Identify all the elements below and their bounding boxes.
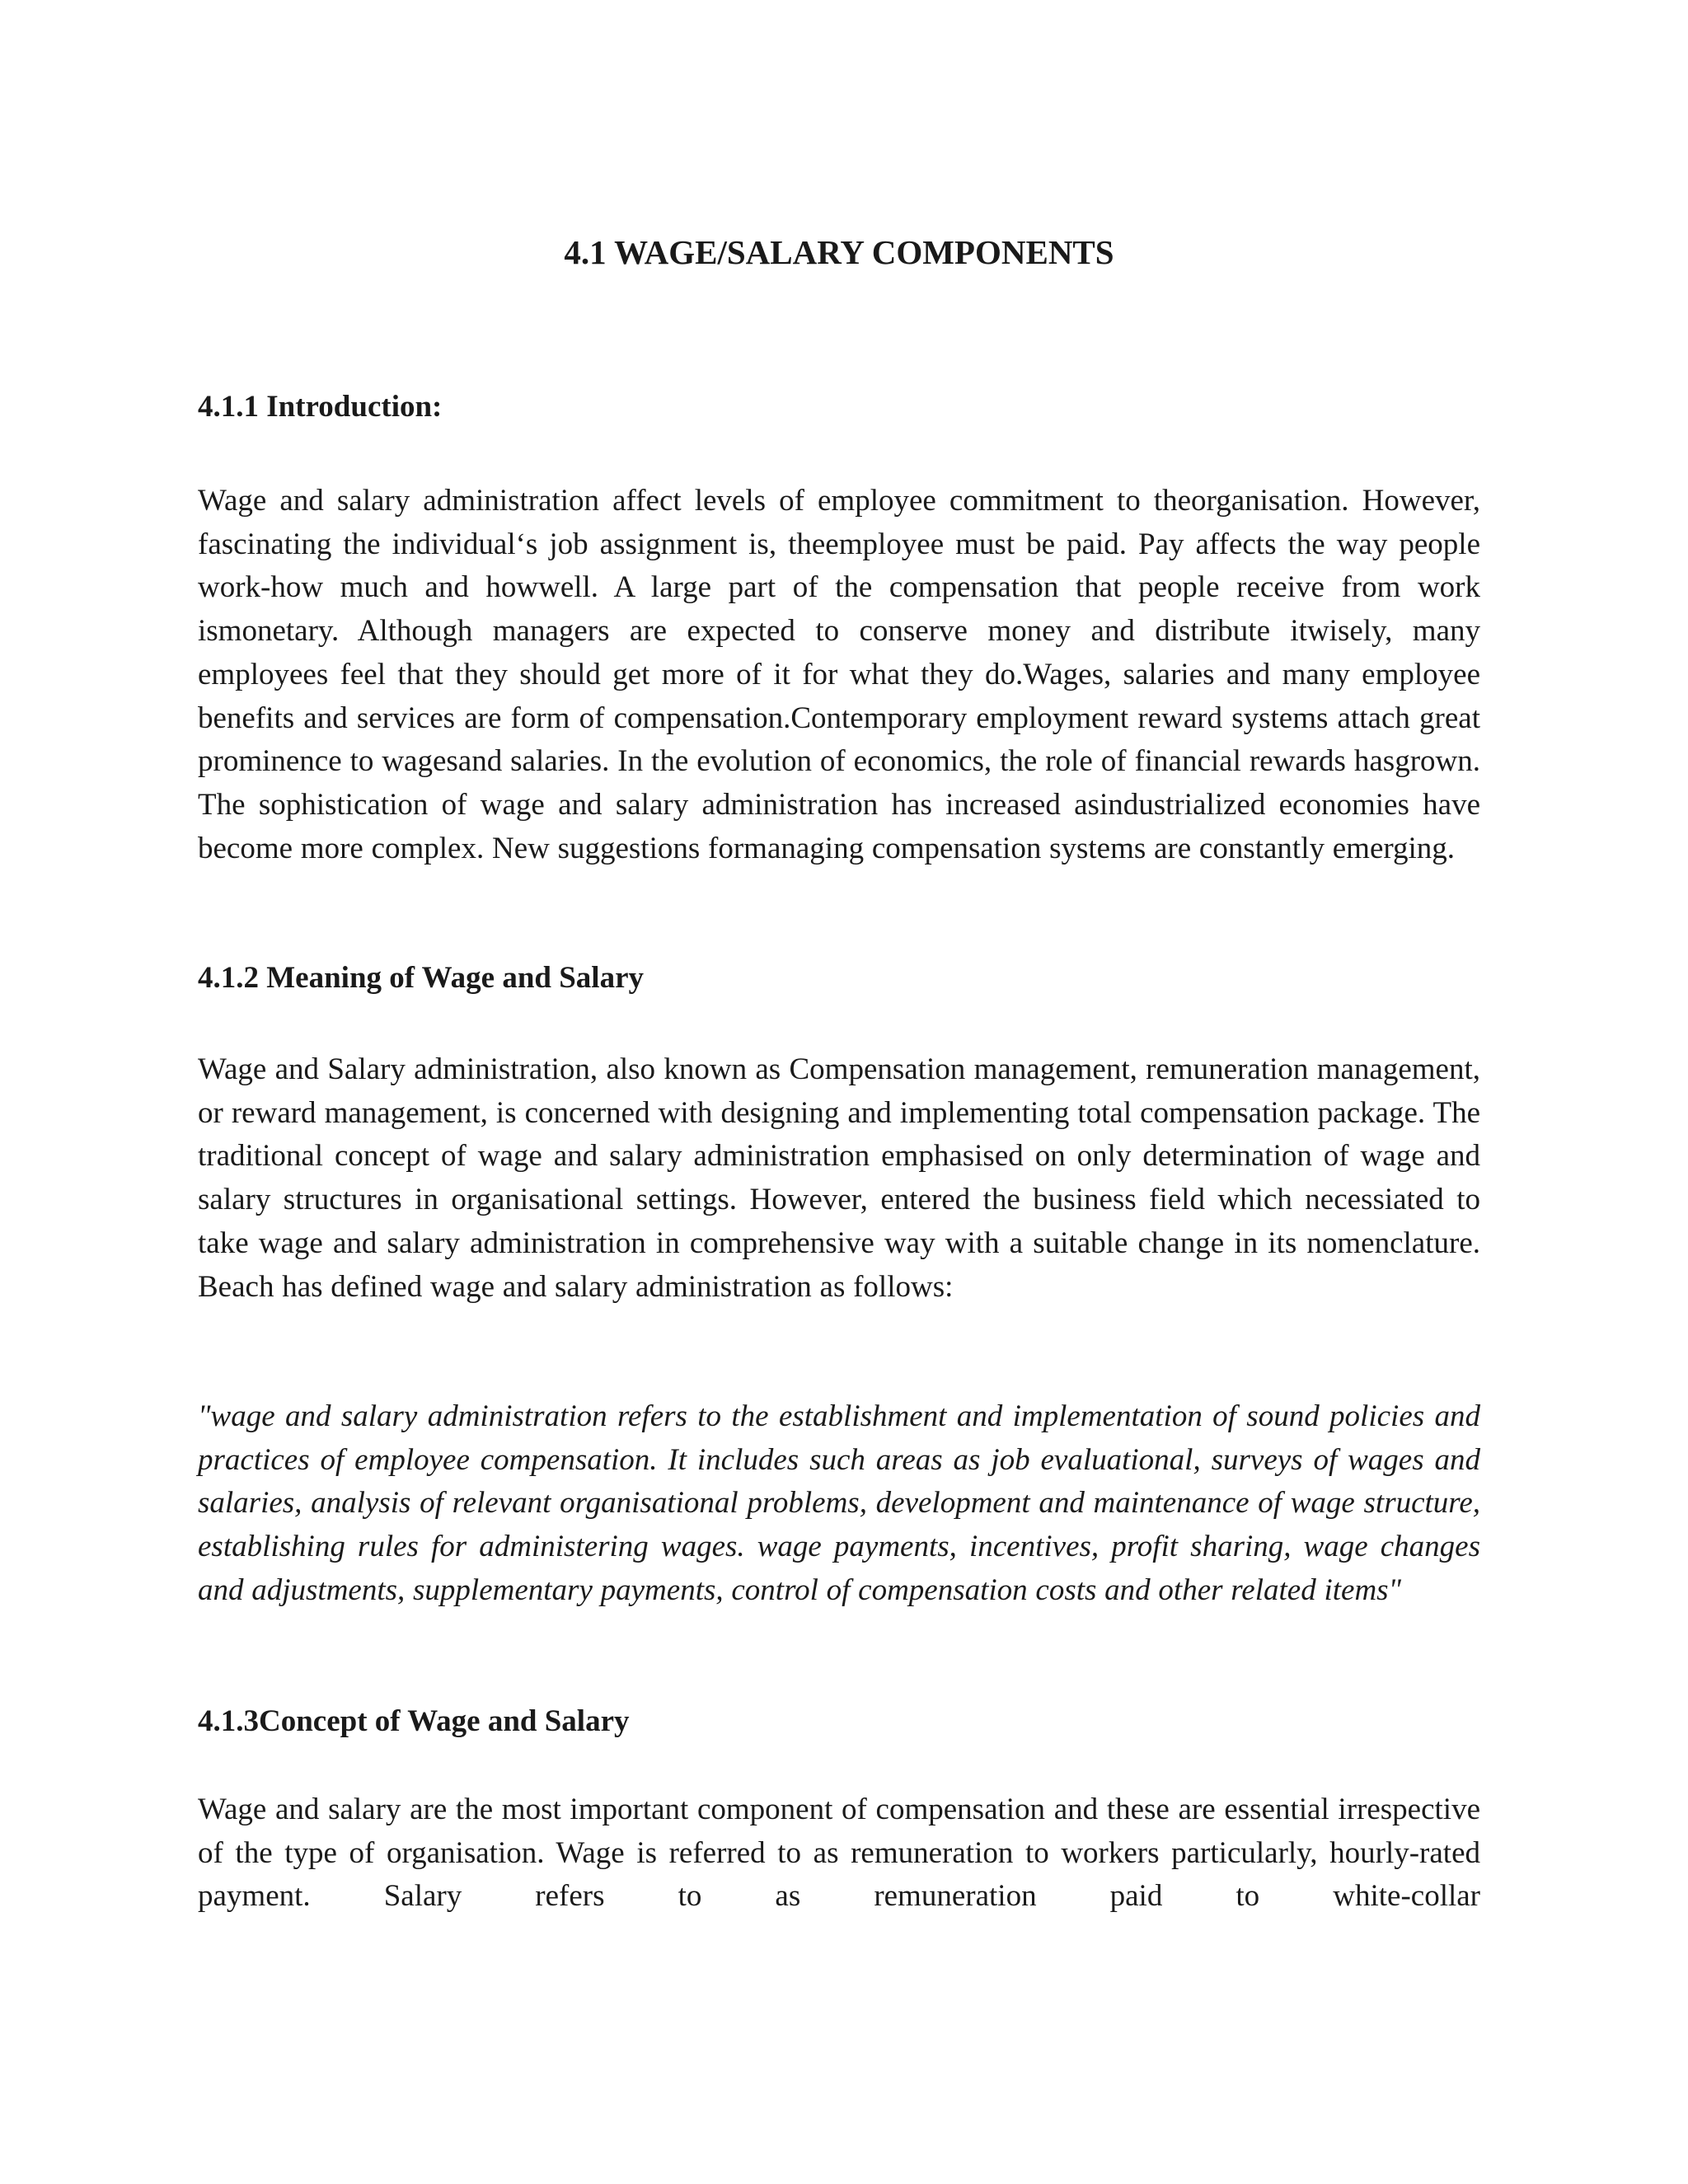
section-heading-introduction: 4.1.1 Introduction:: [198, 390, 443, 424]
document-page: [198, 0, 1480, 2184]
document-title: 4.1 WAGE/SALARY COMPONENTS: [564, 233, 1114, 271]
section-heading-concept: 4.1.3Concept of Wage and Salary: [198, 1704, 630, 1738]
section-paragraph-meaning: Wage and Salary administration, also known as Compensation management, remuneration management, or reward management, is concerned with designing and implementing total compensation package. The traditional concept of wage and salary administration emphasised on only determination of wage and salary structures in organisational settings. However, entered the business field which necessiated to take wage and salary administration in comprehensive way with a suitable change in its nomenclature. Beach has defined wage and salary administration as follows:: [198, 1052, 1480, 1304]
section-paragraph-introduction: Wage and salary administration affect levels of employee commitment to theorganisation. However, fascinating the individual‘s job assignment is, theemployee must be paid. Pay affects the way people work-how much and howwell. A large part of the compensation that people receive from work ismonetary. Although managers are expected to conserve money and distribute itwisely, many employees feel that they should get more of it for what they do.Wages, salaries and many employee benefits and services are form of compensation.Contemporary employment reward systems attach great prominence to wagesand salaries. In the evolution of economics, the role of financial rewards hasgrown. The sophistication of wage and salary administration has increased asindustrialized economies have become more complex. New suggestions formanaging compensation systems are constantly emerging.: [198, 484, 1480, 865]
section-paragraph-concept: Wage and salary are the most important component of compensation and these are essential irrespective of the type of organisation. Wage is referred to as remuneration to workers particularly, hourly-rated payment. Salary refers to as remuneration paid to white-collar: [198, 1793, 1480, 1914]
definition-quote: "wage and salary administration refers to the establishment and implementation of sound policies and practices of employee compensation. It includes such areas as job evaluational, surveys of wages and salaries, analysis of relevant organisational problems, development and maintenance of wage structure, establishing rules for administering wages. wage payments, incentives, profit sharing, wage changes and adjustments, supplementary payments, control of compensation costs and other related items": [198, 1399, 1480, 1607]
section-heading-meaning: 4.1.2 Meaning of Wage and Salary: [198, 961, 644, 995]
